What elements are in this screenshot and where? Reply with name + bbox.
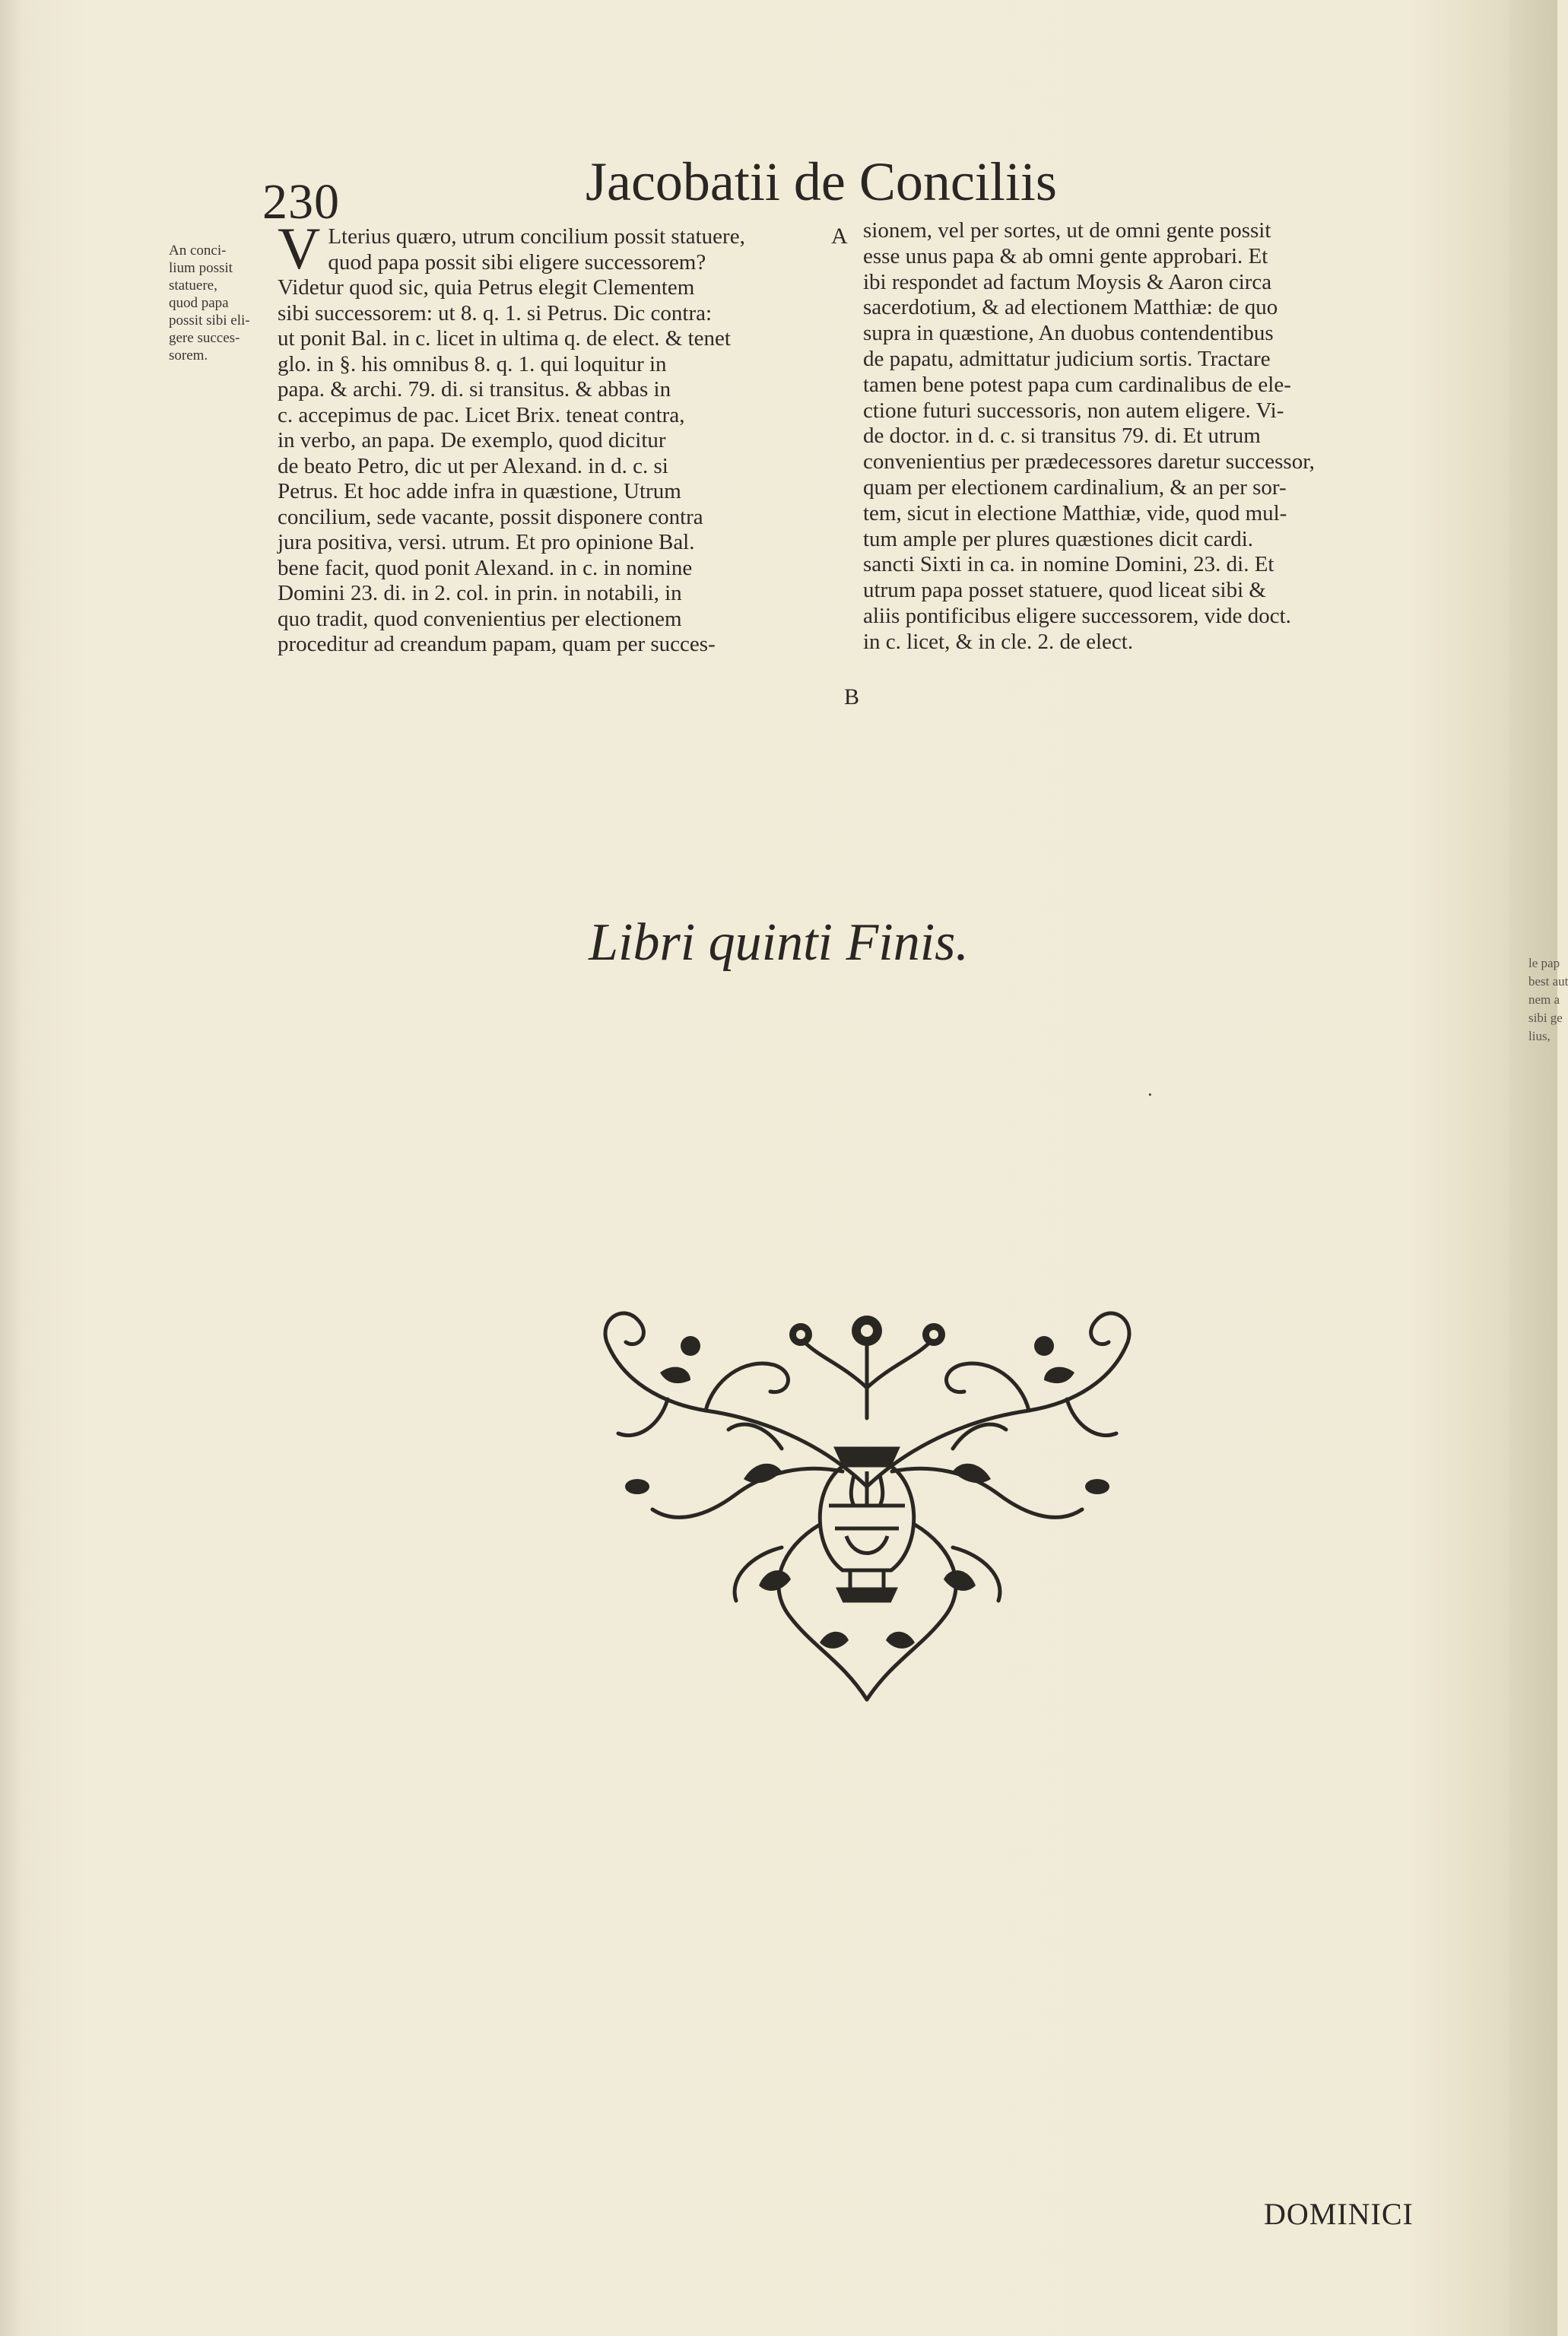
- text-line: Domini 23. di. in 2. col. in prin. in notabili, in: [278, 581, 682, 605]
- adjacent-page-line: sibi ge: [1528, 1011, 1563, 1025]
- text-line: quo tradit, quod convenientius per electionem: [278, 606, 682, 631]
- left-text-column: [278, 215, 842, 658]
- margin-note-line: quod papa: [169, 295, 229, 311]
- text-line: ibi respondet ad factum Moysis & Aaron circa: [863, 269, 1272, 294]
- text-line: sancti Sixti in ca. in nomine Domini, 23. di. Et: [863, 552, 1274, 577]
- text-line: de doctor. in d. c. si transitus 79. di. Et utrum: [863, 424, 1261, 449]
- text-line: convenientius per prædecessores daretur successor,: [863, 449, 1315, 474]
- text-line: de beato Petro, dic ut per Alexand. in d. c. si: [278, 453, 668, 478]
- adjacent-page-line: lius,: [1528, 1029, 1551, 1043]
- section-mark-b: B: [844, 684, 860, 709]
- text-line: quod papa possit sibi eligere successorem?: [328, 249, 706, 275]
- text-line: sibi successorem: ut 8. q. 1. si Petrus. Dic contra:: [278, 300, 713, 325]
- catchword: DOMINICI: [1264, 2197, 1414, 2231]
- running-title: Jacobatii de Conciliis: [586, 151, 1057, 212]
- margin-note-line: statuere,: [169, 278, 217, 294]
- text-line: Lterius quæro, utrum concilium possit statuere,: [328, 224, 745, 249]
- adjacent-page-edge: [1509, 0, 1568, 2336]
- text-line: Petrus. Et hoc adde infra in quæstione, Utrum: [278, 479, 681, 503]
- margin-note-line: gere succes-: [169, 330, 240, 346]
- text-line: Videtur quod sic, quia Petrus elegit Clementem: [278, 275, 695, 300]
- floral-vase-ornament-icon: [592, 1297, 1143, 1707]
- ink-speck: ·: [1147, 1084, 1154, 1106]
- text-line: tamen bene potest papa cum cardinalibus de ele-: [863, 372, 1291, 397]
- margin-note-line: An conci-: [169, 243, 227, 259]
- margin-note: [169, 242, 269, 364]
- text-line: in verbo, an papa. De exemplo, quod dicitur: [278, 428, 666, 452]
- right-text-column: [863, 218, 1430, 655]
- text-line: quam per electionem cardinalium, & an per sor-: [863, 474, 1287, 500]
- section-mark-a: A: [831, 224, 848, 249]
- text-line: ut ponit Bal. in c. licet in ultima q. de elect. & tenet: [278, 326, 731, 351]
- text-line: utrum papa posset statuere, quod liceat sibi &: [863, 578, 1266, 603]
- adjacent-page-line: best aut: [1528, 974, 1568, 989]
- adjacent-page-line: le pap: [1528, 956, 1560, 970]
- drop-cap: V: [278, 215, 321, 281]
- text-line: supra in quæstione, An duobus contendentibus: [863, 321, 1274, 346]
- adjacent-page-line: nem a: [1528, 992, 1560, 1007]
- text-line: c. accepimus de pac. Licet Brix. teneat contra,: [278, 402, 685, 427]
- text-line: aliis pontificibus eligere successorem, vide doct.: [863, 603, 1291, 628]
- margin-note-line: lium possit: [169, 260, 233, 276]
- text-line: sionem, vel per sortes, ut de omni gente possit: [863, 218, 1271, 243]
- margin-note-line: possit sibi eli-: [169, 313, 250, 328]
- text-line: bene facit, quod ponit Alexand. in c. in nomine: [278, 555, 693, 580]
- text-line: glo. in §. his omnibus 8. q. 1. qui loquitur in: [278, 351, 667, 376]
- text-line: sacerdotium, & ad electionem Matthiæ: de quo: [863, 295, 1278, 320]
- text-line: in c. licet, & in cle. 2. de elect.: [863, 629, 1134, 654]
- text-line: esse unus papa & ab omni gente approbari. Et: [863, 243, 1268, 268]
- page-number: 230: [262, 174, 340, 230]
- text-line: jura positiva, versi. utrum. Et pro opinione Bal.: [278, 530, 695, 554]
- margin-note-line: sorem.: [169, 348, 208, 363]
- text-line: papa. & archi. 79. di. si transitus. & abbas in: [278, 377, 671, 402]
- text-line: tem, sicut in electione Matthiæ, vide, quod mul-: [863, 500, 1287, 525]
- text-line: ctione futuri successoris, non autem eligere. Vi-: [863, 398, 1284, 423]
- colophon: Libri quinti Finis.: [589, 913, 969, 972]
- text-line: tum ample per plures quæstiones dicit cardi.: [863, 526, 1254, 551]
- text-line: de papatu, admittatur judicium sortis. Tractare: [863, 346, 1271, 371]
- text-line: proceditur ad creandum papam, quam per succes-: [278, 632, 716, 656]
- text-line: concilium, sede vacante, possit disponere contra: [278, 504, 703, 529]
